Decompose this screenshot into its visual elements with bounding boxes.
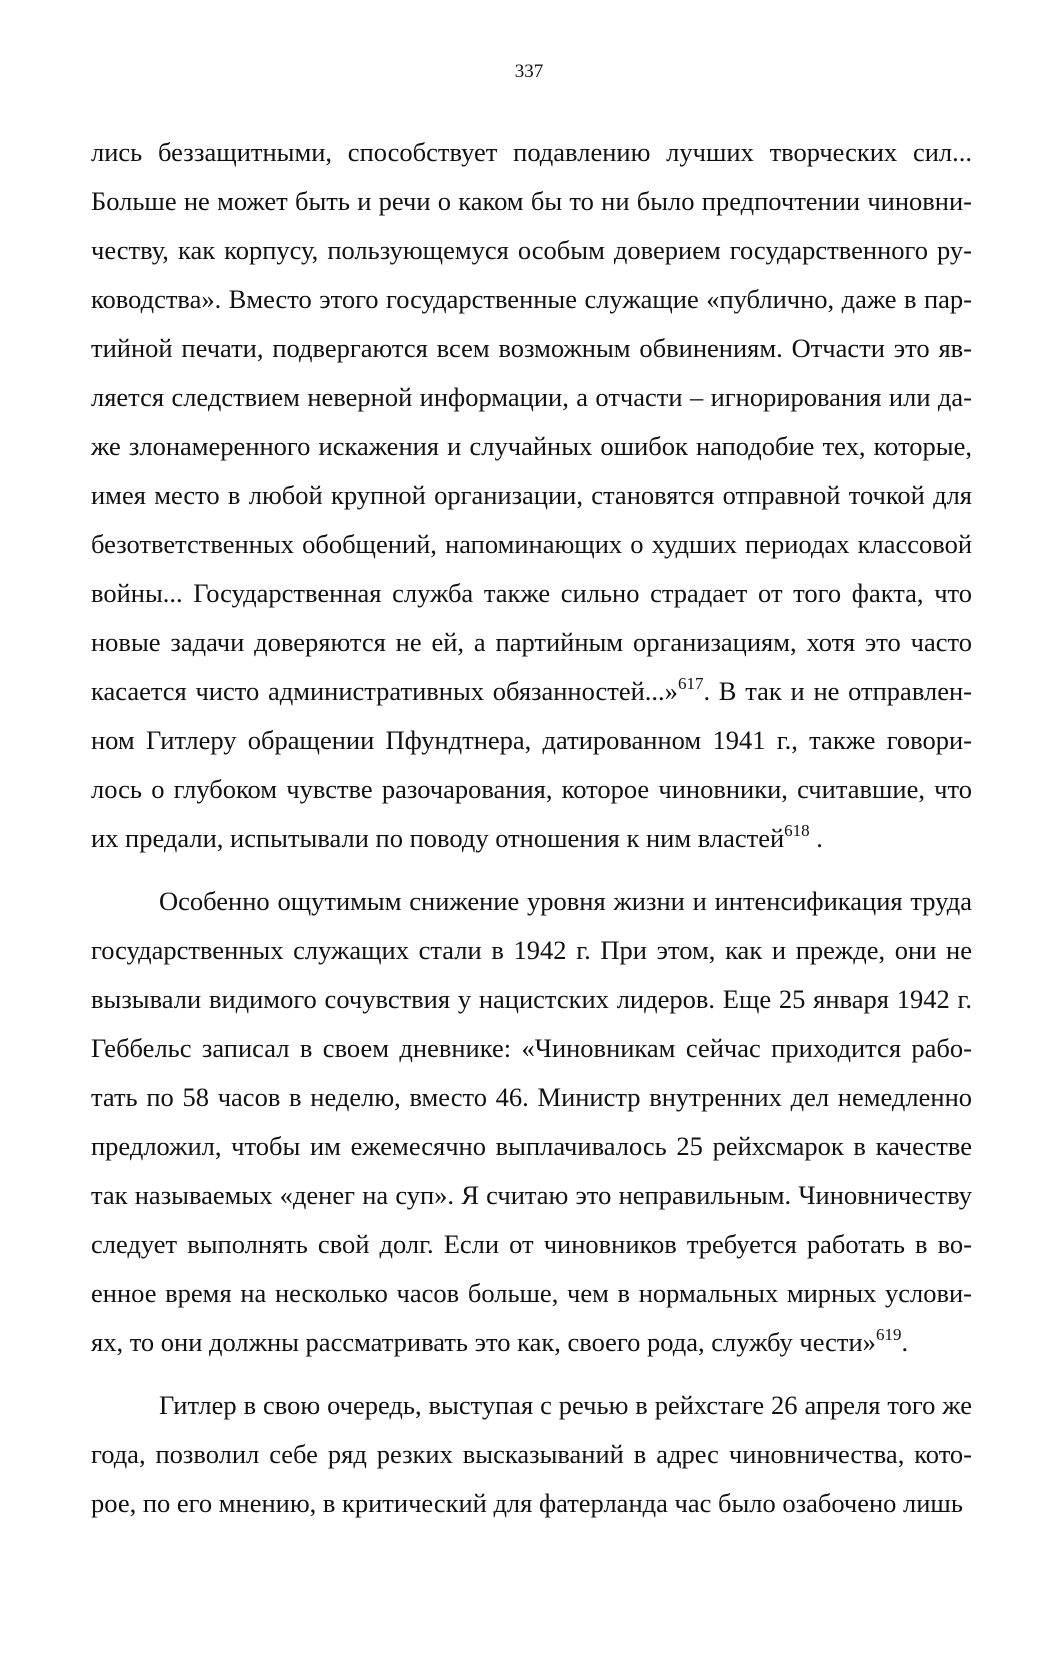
- line-text: енное время на несколько часов больше, чем в нормальных мирных услови-: [91, 1278, 972, 1308]
- text-line: [91, 1269, 972, 1318]
- line-text: Особенно ощутимым снижение уровня жизни и интенсификация труда: [159, 886, 972, 916]
- text-line: [91, 618, 972, 667]
- line-text: тийной печати, подвергаются всем возможным обвинениям. Отчасти это яв-: [91, 333, 972, 363]
- line-text: так называемых «денег на суп». Я считаю это неправильным. Чиновничеству: [91, 1180, 972, 1210]
- text-line: [91, 177, 972, 226]
- footnote-ref: 619: [875, 1325, 902, 1344]
- line-text: следует выполнять свой долг. Если от чиновников требуется работать в во-: [91, 1229, 972, 1259]
- line-text: новые задачи доверяются не ей, а партийным организациям, хотя это часто: [91, 627, 972, 657]
- text-line: [91, 877, 972, 926]
- line-text: предложил, чтобы им ежемесячно выплачивалось 25 рейхсмарок в качестве: [91, 1131, 972, 1161]
- text-line: [91, 667, 972, 716]
- text-line: [91, 1073, 972, 1122]
- text-line: [91, 926, 972, 975]
- text-line: [91, 128, 972, 177]
- line-text: рое, по его мнению, в критический для фатерланда час было озабочено лишь: [91, 1488, 963, 1518]
- text-line: [91, 275, 972, 324]
- line-text: тать по 58 часов в неделю, вместо 46. Министр внутренних дел немедленно: [91, 1082, 972, 1112]
- line-text: лось о глубоком чувстве разочарования, которое чиновники, считавшие, что: [91, 774, 972, 804]
- body-text: [91, 128, 972, 1528]
- text-line: [91, 1220, 972, 1269]
- paragraph-gap: [91, 863, 972, 877]
- line-text-continued: . В так и не отправлен-: [703, 676, 972, 706]
- text-line: [91, 373, 972, 422]
- line-text: Геббельс записал в своем дневнике: «Чиновникам сейчас приходится рабо-: [91, 1033, 972, 1063]
- line-text-continued: .: [809, 823, 823, 853]
- line-text: войны... Государственная служба также сильно страдает от того факта, что: [91, 578, 972, 608]
- text-line: [91, 1171, 972, 1220]
- line-text: Больше не может быть и речи о каком бы то ни было предпочтении чиновни-: [91, 186, 972, 216]
- footnote-ref: 617: [677, 674, 704, 693]
- text-line: [91, 226, 972, 275]
- line-text: ном Гитлеру обращении Пфундтнера, датированном 1941 г., также говори-: [91, 725, 972, 755]
- line-text: государственных служащих стали в 1942 г. При этом, как и прежде, они не: [91, 935, 972, 965]
- line-text: Гитлер в свою очередь, выступая с речью в рейхстаге 26 апреля того же: [159, 1390, 972, 1420]
- text-line: [91, 520, 972, 569]
- text-line: [91, 1479, 972, 1528]
- line-text: лись беззащитными, способствует подавлению лучших творческих сил...: [91, 137, 972, 167]
- text-line: [91, 1430, 972, 1479]
- footnote-ref: 618: [784, 821, 810, 840]
- text-line: [91, 569, 972, 618]
- page-number: 337: [514, 61, 544, 82]
- line-text: их предали, испытывали по поводу отношения к ним властей: [91, 823, 785, 853]
- text-line: [91, 1381, 972, 1430]
- line-text: ководства». Вместо этого государственные служащие «публично, даже в пар-: [91, 284, 972, 314]
- line-text: ях, то они должны рассматривать это как, своего рода, службу чести»: [91, 1327, 876, 1357]
- paragraph: [91, 877, 972, 1367]
- text-line: [91, 975, 972, 1024]
- text-line: [91, 1318, 972, 1367]
- text-line: [91, 324, 972, 373]
- paragraph: [91, 1381, 972, 1528]
- line-text: касается чисто административных обязанностей...»: [91, 676, 678, 706]
- paragraph-gap: [91, 1367, 972, 1381]
- text-line: [91, 471, 972, 520]
- text-line: [91, 1024, 972, 1073]
- line-text: года, позволил себе ряд резких высказываний в адрес чиновничества, кото-: [91, 1439, 972, 1469]
- text-line: [91, 1122, 972, 1171]
- line-text-continued: .: [901, 1327, 909, 1357]
- line-text: имея место в любой крупной организации, становятся отправной точкой для: [91, 480, 972, 510]
- line-text: ляется следствием неверной информации, а отчасти – игнорирования или да-: [91, 382, 972, 412]
- text-line: [91, 765, 972, 814]
- paragraph: [91, 128, 972, 863]
- line-text: вызывали видимого сочувствия у нацистских лидеров. Еще 25 января 1942 г.: [91, 984, 972, 1014]
- text-line: [91, 422, 972, 471]
- line-text: безответственных обобщений, напоминающих о худших периодах классовой: [91, 529, 972, 559]
- text-line: [91, 716, 972, 765]
- line-text: же злонамеренного искажения и случайных ошибок наподобие тех, которые,: [91, 431, 972, 461]
- line-text: честву, как корпусу, пользующемуся особым доверием государственного ру-: [91, 235, 972, 265]
- text-line: [91, 814, 972, 863]
